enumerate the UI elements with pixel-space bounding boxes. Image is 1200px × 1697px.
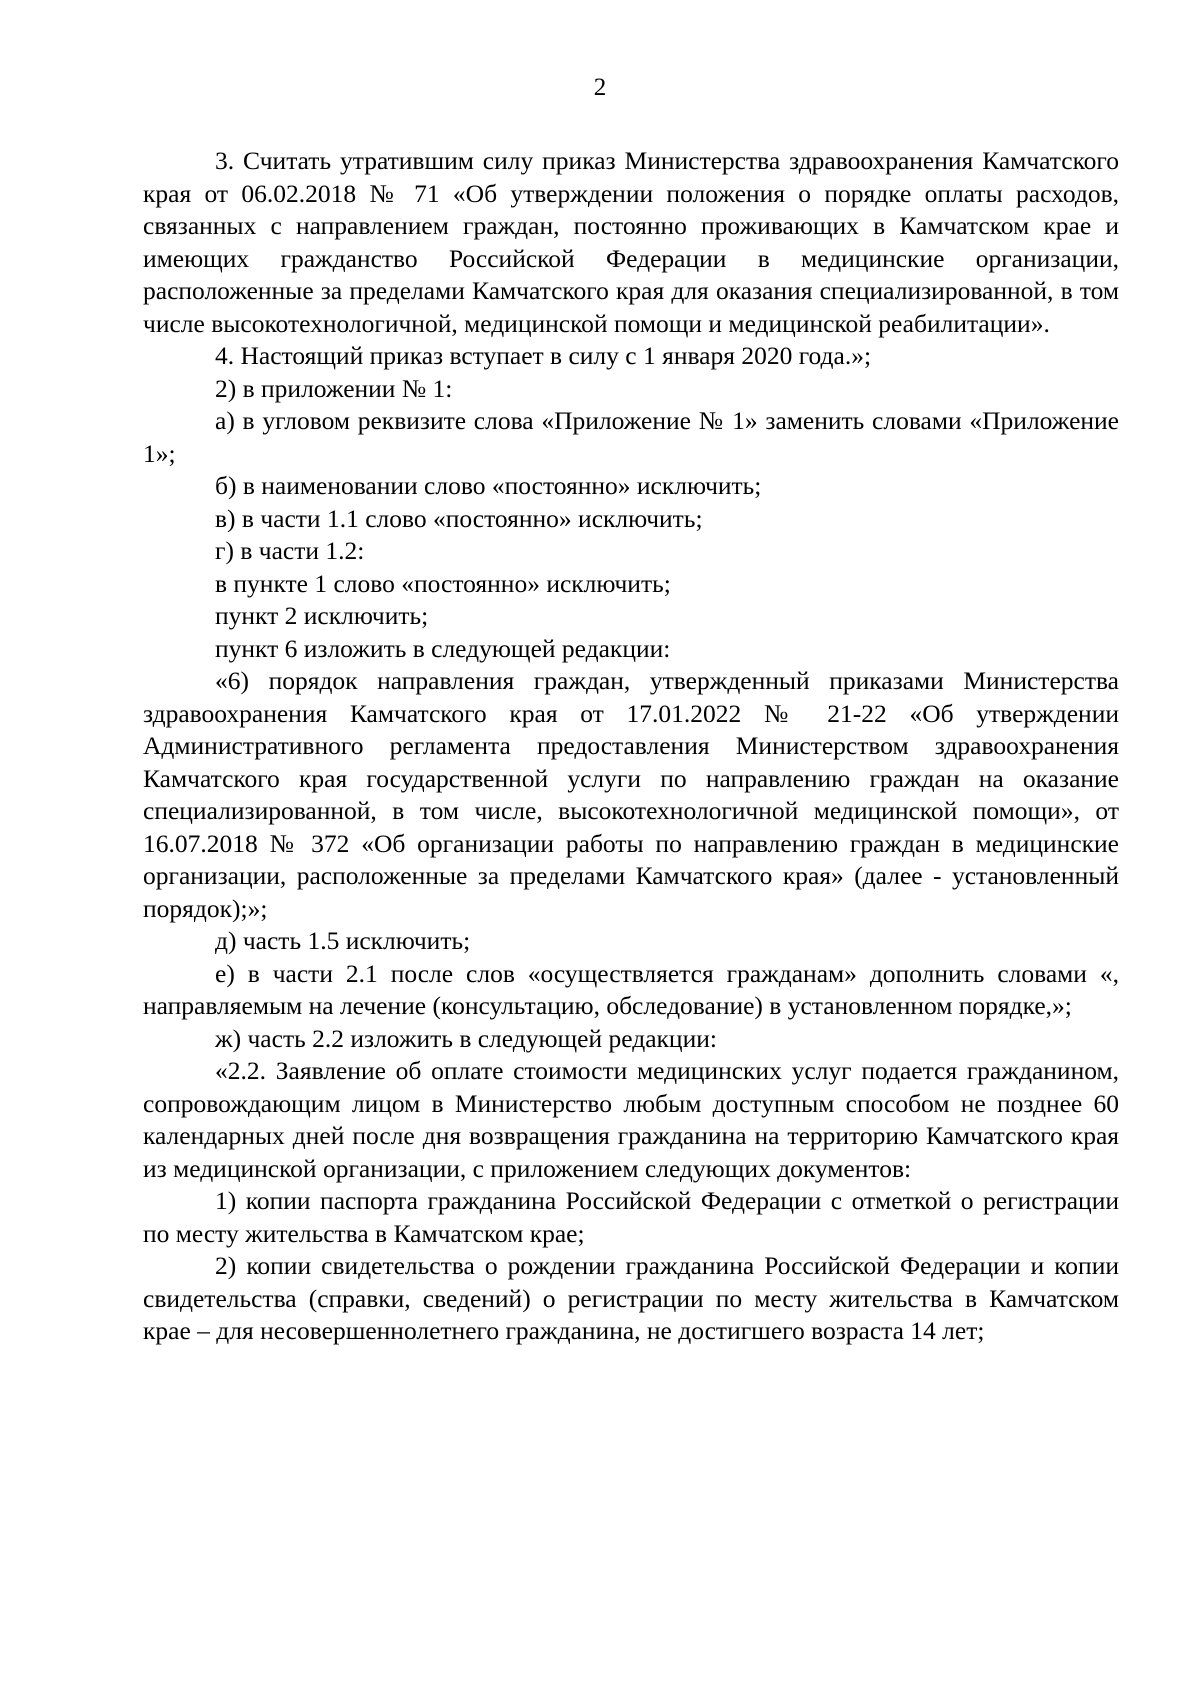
paragraph-sub-d: д) часть 1.5 исключить; [215,926,471,955]
paragraph-sub-zh: ж) часть 2.2 изложить в следующей редакции: [215,1023,717,1053]
paragraph-sub-a: а) в угловом реквизите слова «Приложение № 1» заменить словами «Приложение 1»; [143,406,1119,468]
paragraph-doc-2: 2) копии свидетельства о рождении гражданина Российской Федерации и копии свидетельства (справки, сведений) о регистрации по месту жительства в Камчатском крае – для несовершеннолетнего гражданина, не достигшего возраста 14 лет; [143,1251,1119,1345]
paragraph-item-4: 4. Настоящий приказ вступает в силу с 1 января 2020 года.»; [215,341,872,370]
paragraph-point-6-text: «6) порядок направления граждан, утвержденный приказами Министерства здравоохранения Камчатского края от 17.01.2022 № 21-22 «Об утверждении Административного регламента предоставления Министерством здравоохранения Камчатского края государственной услуги по направлению граждан на оказание специализированной, в том числе, высокотехнологичной медицинской помощи», от 16.07.2018 № 372 «Об организации работы по направлению граждан в медицинские организации, расположенные за пределами Камчатского края» (далее - установленный порядок);»; [143,666,1119,923]
page-number: 2 [593,74,607,101]
paragraph-point-2: пункт 2 исключить; [215,601,429,630]
paragraph-doc-1: 1) копии паспорта гражданина Российской Федерации с отметкой о регистрации по месту жительства в Камчатском крае; [143,1186,1119,1248]
paragraph-appendix-1: 2) в приложении № 1: [215,373,453,403]
paragraph-sub-e: е) в части 2.1 после слов «осуществляется гражданам» дополнить словами «, направляемым на лечение (консультацию, обследование) в установленном порядке,»; [143,958,1119,1020]
paragraph-point-1: в пункте 1 слово «постоянно» исключить; [215,568,671,598]
paragraph-sub-g: г) в части 1.2: [215,536,365,565]
document-body [143,145,1119,1348]
paragraph-point-6: пункт 6 изложить в следующей редакции: [215,633,671,663]
paragraph-sub-v: в) в части 1.1 слово «постоянно» исключить; [215,503,703,533]
paragraph-section-2-2: «2.2. Заявление об оплате стоимости медицинских услуг подается гражданином, сопровождающим лицом в Министерство любым доступным способом не позднее 60 календарных дней после дня возвращения гражданина на территорию Камчатского края из медицинской организации, с приложением следующих документов: [143,1056,1119,1183]
paragraph-sub-b: б) в наименовании слово «постоянно» исключить; [215,471,762,500]
paragraph-item-3: 3. Считать утратившим силу приказ Министерства здравоохранения Камчатского края от 06.02.2018 № 71 «Об утверждении положения о порядке оплаты расходов, связанных с направлением граждан, постоянно проживающих в Камчатском крае и имеющих гражданство Российской Федерации в медицинские организации, расположенные за пределами Камчатского края для оказания специализированной, в том числе высокотехнологичной, медицинской помощи и медицинской реабилитации». [143,146,1119,338]
